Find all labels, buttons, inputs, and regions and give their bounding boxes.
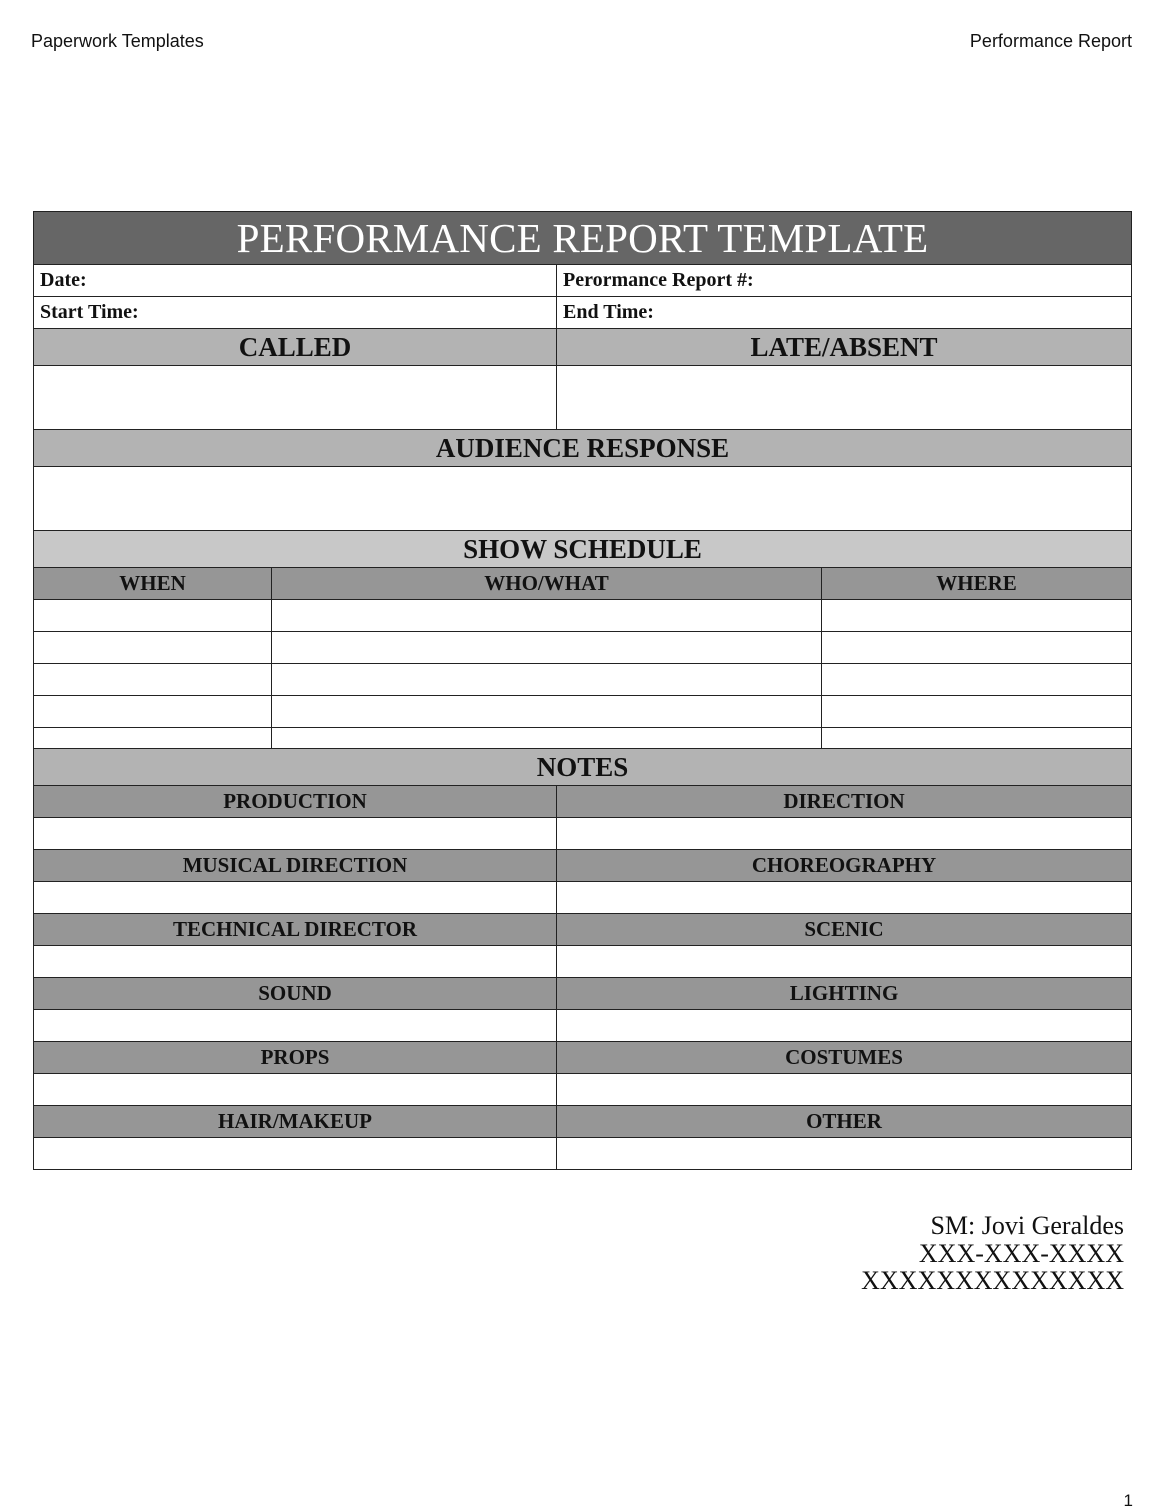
notes-sound-header: SOUND — [34, 978, 557, 1010]
notes-scenic-header: SCENIC — [557, 914, 1132, 946]
notes-technical-director-header: TECHNICAL DIRECTOR — [34, 914, 557, 946]
performance-report-form — [33, 211, 1132, 1170]
notes-props-header: PROPS — [34, 1042, 557, 1074]
schedule-who-what-cell[interactable] — [272, 664, 822, 696]
notes-technical-director-cell[interactable] — [34, 946, 557, 978]
schedule-when-cell[interactable] — [34, 728, 272, 749]
signature-block — [861, 1212, 1124, 1295]
notes-other-header: OTHER — [557, 1106, 1132, 1138]
audience-response-cell[interactable] — [34, 467, 1132, 531]
header-right-text: Performance Report — [969, 31, 1132, 51]
called-cell[interactable] — [34, 366, 557, 430]
schedule-col-when: WHEN — [34, 568, 272, 600]
late-absent-cell[interactable] — [557, 366, 1132, 430]
notes-props-cell[interactable] — [34, 1074, 557, 1106]
schedule-where-cell[interactable] — [822, 632, 1132, 664]
schedule-when-cell[interactable] — [34, 632, 272, 664]
notes-production-header: PRODUCTION — [34, 786, 557, 818]
schedule-row — [34, 728, 1132, 749]
schedule-where-cell[interactable] — [822, 696, 1132, 728]
start-time-field[interactable]: Start Time: — [34, 297, 557, 329]
audience-response-header: AUDIENCE RESPONSE — [34, 430, 1132, 467]
schedule-row — [34, 696, 1132, 728]
schedule-who-what-cell[interactable] — [272, 696, 822, 728]
signature-phone: XXX-XXX-XXXX — [918, 1238, 1124, 1268]
end-time-field[interactable]: End Time: — [557, 297, 1132, 329]
schedule-when-cell[interactable] — [34, 696, 272, 728]
notes-hair-makeup-header: HAIR/MAKEUP — [34, 1106, 557, 1138]
schedule-where-cell[interactable] — [822, 664, 1132, 696]
notes-lighting-cell[interactable] — [557, 1010, 1132, 1042]
notes-other-cell[interactable] — [557, 1138, 1132, 1170]
schedule-col-who-what: WHO/WHAT — [272, 568, 822, 600]
form-title: PERFORMANCE REPORT TEMPLATE — [34, 212, 1132, 265]
schedule-row — [34, 664, 1132, 696]
notes-direction-cell[interactable] — [557, 818, 1132, 850]
notes-header: NOTES — [34, 749, 1132, 786]
notes-production-cell[interactable] — [34, 818, 557, 850]
schedule-row — [34, 632, 1132, 664]
schedule-when-cell[interactable] — [34, 664, 272, 696]
notes-choreography-header: CHOREOGRAPHY — [557, 850, 1132, 882]
header-left-text: Paperwork Templates — [31, 31, 204, 51]
notes-lighting-header: LIGHTING — [557, 978, 1132, 1010]
notes-costumes-cell[interactable] — [557, 1074, 1132, 1106]
schedule-who-what-cell[interactable] — [272, 600, 822, 632]
schedule-who-what-cell[interactable] — [272, 728, 822, 749]
notes-musical-direction-cell[interactable] — [34, 882, 557, 914]
notes-costumes-header: COSTUMES — [557, 1042, 1132, 1074]
notes-hair-makeup-cell[interactable] — [34, 1138, 557, 1170]
signature-name: SM: Jovi Geraldes — [930, 1211, 1124, 1240]
schedule-when-cell[interactable] — [34, 600, 272, 632]
notes-scenic-cell[interactable] — [557, 946, 1132, 978]
notes-direction-header: DIRECTION — [557, 786, 1132, 818]
notes-choreography-cell[interactable] — [557, 882, 1132, 914]
notes-musical-direction-header: MUSICAL DIRECTION — [34, 850, 557, 882]
schedule-col-where: WHERE — [822, 568, 1132, 600]
schedule-who-what-cell[interactable] — [272, 632, 822, 664]
page-number: 1 — [1123, 1491, 1133, 1510]
schedule-row — [34, 600, 1132, 632]
called-header: CALLED — [34, 329, 557, 366]
report-number-field[interactable]: Perormance Report #: — [557, 265, 1132, 297]
notes-sound-cell[interactable] — [34, 1010, 557, 1042]
late-absent-header: LATE/ABSENT — [557, 329, 1132, 366]
schedule-where-cell[interactable] — [822, 728, 1132, 749]
signature-email: XXXXXXXXXXXXXX — [861, 1266, 1124, 1295]
date-field[interactable]: Date: — [34, 265, 557, 297]
show-schedule-header: SHOW SCHEDULE — [34, 531, 1132, 568]
schedule-where-cell[interactable] — [822, 600, 1132, 632]
